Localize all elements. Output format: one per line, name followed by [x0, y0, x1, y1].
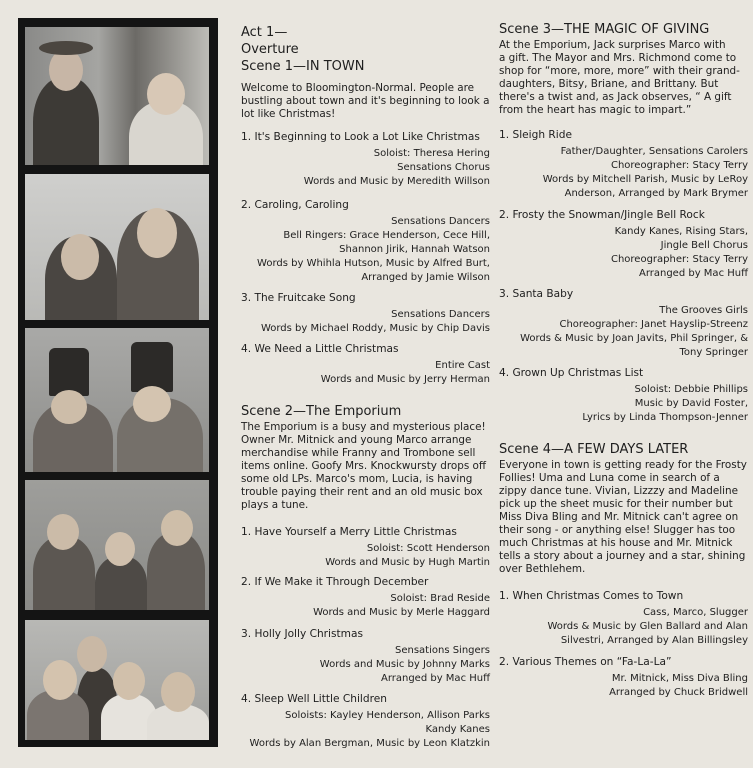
song-credit: Choreographer: Stacy Terry	[610, 160, 748, 171]
song-credit: Words by Michael Roddy, Music by Chip Davis	[260, 323, 490, 334]
scene4-desc-line: tells a story about a journey and a star, shining	[499, 550, 746, 562]
song-credit: Words by Mitchell Parish, Music by LeRoy	[542, 174, 748, 185]
song-credit: Silvestri, Arranged by Alan Billingsley	[560, 635, 748, 646]
song-title: 2. If We Make it Through December	[241, 576, 429, 588]
overture-heading: Overture	[241, 42, 299, 57]
scene4-desc-line: Follies! Uma and Luna come in search of a	[499, 472, 720, 484]
scene2-desc-line: items online. Goofy Mrs. Knockwursty drops off	[241, 460, 487, 472]
song-credit: Sensations Singers	[394, 645, 490, 656]
song-title: 1. Sleigh Ride	[499, 129, 572, 141]
song-credit: Soloist: Debbie Phillips	[634, 384, 748, 395]
song-credit: Kandy Kanes, Rising Stars,	[614, 226, 748, 237]
song-credit: Choreographer: Stacy Terry	[610, 254, 748, 265]
scene2-desc-line: some old LPs. Marco's mom, Lucia, is having	[241, 473, 473, 485]
scene3-title: Scene 3—THE MAGIC OF GIVING	[499, 22, 710, 37]
scene1-desc-line: Welcome to Bloomington-Normal. People are	[241, 82, 475, 94]
song-title: 2. Caroling, Caroling	[241, 199, 349, 211]
photo-family	[25, 620, 209, 740]
song-title: 4. Grown Up Christmas List	[499, 367, 644, 379]
song-credit: Arranged by Mac Huff	[380, 673, 490, 684]
song-credit: Words and Music by Hugh Martin	[325, 557, 490, 568]
scene3-desc-line: shop for “more, more, more” with their grand-	[499, 65, 740, 77]
song-credit: Soloist: Theresa Hering	[373, 148, 490, 159]
scene2-desc-line: Owner Mr. Mitnick and young Marco arrange	[241, 434, 472, 446]
song-credit: Jingle Bell Chorus	[660, 240, 748, 251]
song-title: 3. The Fruitcake Song	[241, 292, 356, 304]
scene2-title: Scene 2—The Emporium	[241, 404, 402, 419]
song-credit: Words & Music by Joan Javits, Phil Springer, &	[520, 333, 748, 344]
photo-strip	[18, 18, 218, 747]
song-title: 4. We Need a Little Christmas	[241, 343, 399, 355]
song-credit: Mr. Mitnick, Miss Diva Bling	[611, 673, 748, 684]
scene3-desc-line: daughters, Bitsy, Briane, and Brittany. But	[499, 78, 719, 90]
song-title: 2. Various Themes on “Fa-La-La”	[499, 656, 672, 668]
song-title: 1. Have Yourself a Merry Little Christmas	[241, 526, 457, 538]
song-credit: Words & Music by Glen Ballard and Alan	[547, 621, 748, 632]
scene3-desc-line: from the heart has magic to impart.”	[499, 104, 692, 116]
song-credit: Arranged by Jamie Wilson	[361, 272, 490, 283]
song-credit: Anderson, Arranged by Mark Brymer	[564, 188, 748, 199]
scene3-desc-line: there's a twist and, as Jack observes, “ A gift	[499, 91, 732, 103]
song-credit: Words and Music by Merle Haggard	[313, 607, 490, 618]
scene1-desc-line: bustling about town and it's beginning to look a	[241, 95, 490, 107]
song-credit: Soloist: Scott Henderson	[366, 543, 490, 554]
song-credit: Words by Whihla Hutson, Music by Alfred Burt,	[257, 258, 490, 269]
scene4-desc-line: zippy dance tune. Vivian, Lizzzy and Madeline	[499, 485, 738, 497]
photo-soldiers	[25, 328, 209, 472]
song-credit: Soloists: Kayley Henderson, Allison Parks	[285, 710, 490, 721]
song-title: 3. Santa Baby	[499, 288, 574, 300]
song-credit: Tony Springer	[679, 347, 748, 358]
song-credit: Cass, Marco, Slugger	[643, 607, 748, 618]
scene4-desc-line: over Bethlehem.	[499, 563, 586, 575]
song-title: 4. Sleep Well Little Children	[241, 693, 387, 705]
song-credit: Sensations Chorus	[397, 162, 490, 173]
song-credit: Kandy Kanes	[425, 724, 490, 735]
song-credit: Lyrics by Linda Thompson-Jenner	[582, 412, 748, 423]
photo-kids	[25, 480, 209, 610]
scene2-desc-line: The Emporium is a busy and mysterious place!	[241, 421, 486, 433]
scene3-desc-line: At the Emporium, Jack surprises Marco with	[499, 39, 726, 51]
scene2-desc-line: merchandise while Franny and Trombone sell	[241, 447, 476, 459]
song-credit: Arranged by Chuck Bridwell	[609, 687, 748, 698]
song-credit: Shannon Jirik, Hannah Watson	[339, 244, 490, 255]
song-credit: Soloist: Brad Reside	[390, 593, 490, 604]
song-credit: Sensations Dancers	[391, 309, 490, 320]
song-credit: Words by Alan Bergman, Music by Leon Klatzkin	[249, 738, 490, 749]
scene4-desc-line: Miss Diva Bling and Mr. Mitnick can't agree on	[499, 511, 739, 523]
song-title: 3. Holly Jolly Christmas	[241, 628, 363, 640]
scene2-desc-line: trouble paying their rent and an old music box	[241, 486, 483, 498]
scene4-desc-line: much Christmas at his house and Mr. Mitnick	[499, 537, 733, 549]
song-credit: Music by David Foster,	[634, 398, 748, 409]
scene4-desc-line: Everyone in town is getting ready for the Frosty	[499, 459, 747, 471]
song-credit: Entire Cast	[435, 360, 490, 371]
song-credit: Arranged by Mac Huff	[638, 268, 748, 279]
song-title: 1. It's Beginning to Look a Lot Like Christmas	[241, 131, 480, 143]
act-heading: Act 1—	[241, 25, 288, 40]
scene3-desc-line: a gift. The Mayor and Mrs. Richmond come to	[499, 52, 737, 64]
song-credit: The Grooves Girls	[659, 305, 748, 316]
song-title: 2. Frosty the Snowman/Jingle Bell Rock	[499, 209, 705, 221]
song-credit: Bell Ringers: Grace Henderson, Cece Hill,	[283, 230, 490, 241]
song-credit: Sensations Dancers	[391, 216, 490, 227]
scene4-desc-line: pick up the sheet music for their number but	[499, 498, 733, 510]
photo-couple	[25, 27, 209, 165]
scene4-title: Scene 4—A FEW DAYS LATER	[499, 442, 689, 457]
scene1-desc-line: lot like Christmas!	[241, 108, 336, 120]
photo-carolers	[25, 174, 209, 320]
scene1-title: Scene 1—IN TOWN	[241, 59, 365, 74]
song-credit: Words and Music by Jerry Herman	[320, 374, 490, 385]
song-title: 1. When Christmas Comes to Town	[499, 590, 684, 602]
song-credit: Father/Daughter, Sensations Carolers	[560, 146, 748, 157]
song-credit: Words and Music by Johnny Marks	[319, 659, 490, 670]
song-credit: Choreographer: Janet Hayslip-Streenz	[559, 319, 748, 330]
scene2-desc-line: plays a tune.	[241, 499, 309, 511]
scene4-desc-line: their song - or anything else! Slugger has too	[499, 524, 736, 536]
song-credit: Words and Music by Meredith Willson	[303, 176, 490, 187]
